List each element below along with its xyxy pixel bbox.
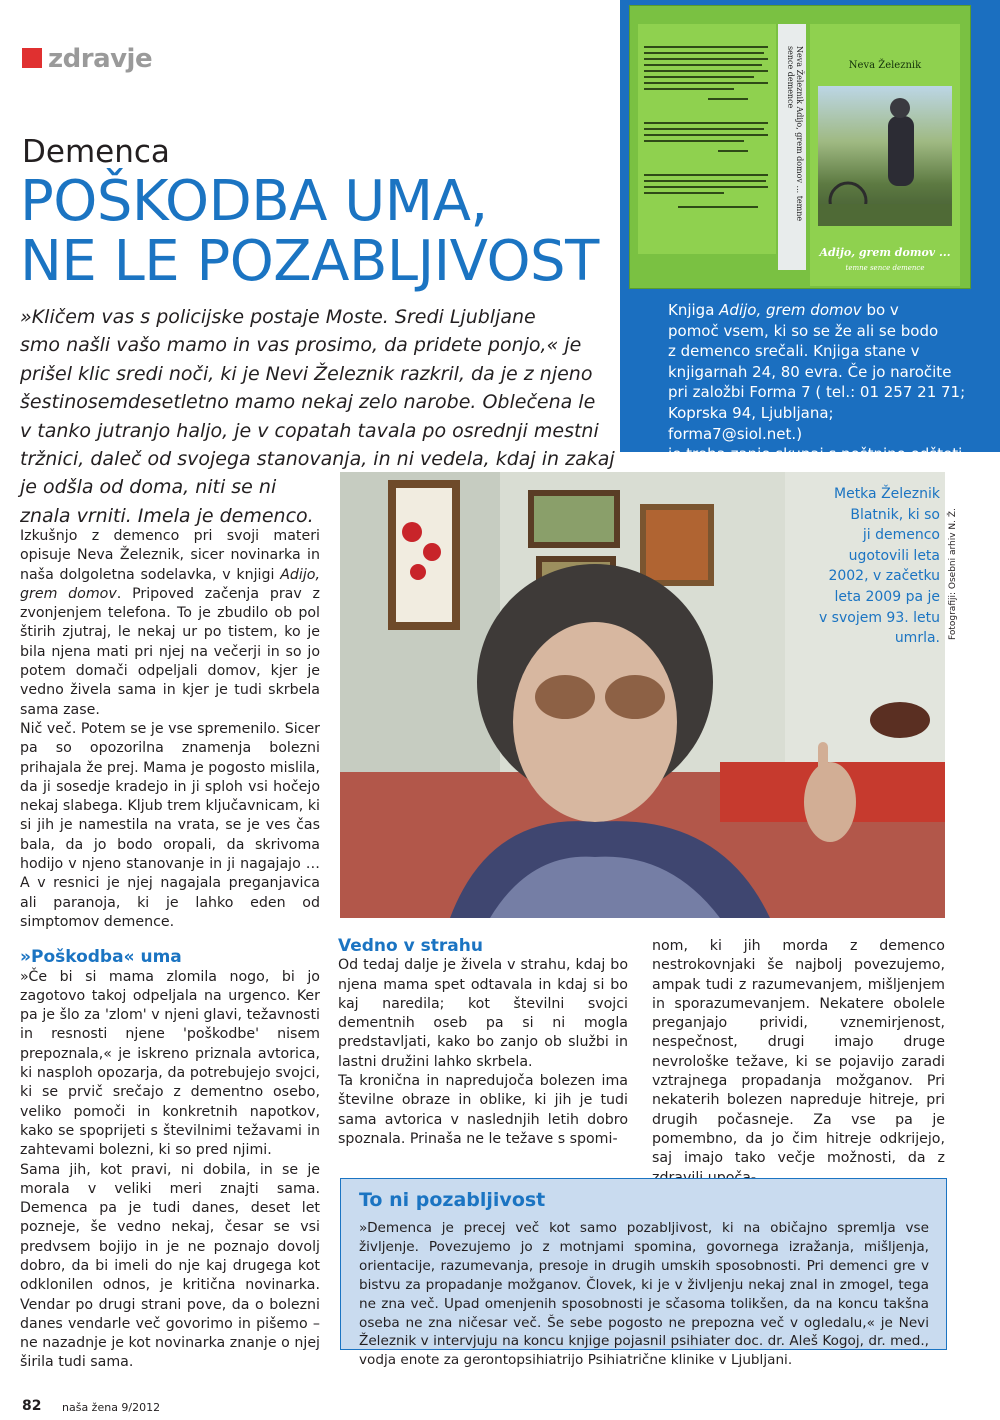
col1-subhead: »Poškodba« uma	[20, 947, 182, 968]
book-spine-text: Neva Železnik Adijo, grem domov ... temne sence demence	[786, 46, 804, 222]
book-cover-image	[630, 6, 970, 288]
column-3	[652, 937, 945, 1188]
col1-paragraph-3: »Če bi si mama zlomila nogo, bi jo zagotovo takoj odpeljala na urgenco. Ker pa je šlo za 'zlom' v njeni glavi, težavnosti in resnosti njene 'poškodbe' nisem prepoznala,« je iskreno priznala avtorica, ki nasploh opozarja, da potrebujejo svojci, ki se prvič srečajo z dementno osebo, veliko pomoči in konkretnih napotkov, kako se spoprijeti s številnimi težavami in zahtevami bolezni, ki so pred njimi.	[20, 968, 320, 1159]
col1-paragraph-4: Sama jih, kot pravi, ni dobila, in se je morala v veliki meri znajti sama. Demenca pa je tudi danes, deset let pozneje, še vedno nekaj, česar se vsi predvsem bojijo in je ne poznajo dovolj dobro, da bi imeli do nje kaj drugega kot odklonilen odnos, je kritična novinarka. Vendar po drugi strani pove, da o bolezni danes vendarle več govorimo in pišemo – ne nazadnje je kot novinarka znanje o njej širila tudi sama.	[20, 1161, 320, 1371]
book-title: Adijo, grem domov ...	[819, 246, 951, 259]
cover-photo-figure	[818, 86, 952, 226]
section-label: zdravje	[48, 44, 153, 74]
col3-paragraph-1: nom, ki jih morda z demenco nestrokovnjaki še najbolj povezujemo, ampak tudi z razumevanjem, mišljenjem in sporazumevanjem. Nekatere obolele preganjajo prividi, vznemirjenost, nespečnost, drugi imajo druge nevrološke težave, ki se pojavijo zaradi vztrajnega propadanja možganov. Pri nekaterih bolezen napreduje hitreje, pri drugih počasneje. Za vse pa je pomembno, da jo čim hitreje odkrijejo, saj imajo tako večje možnosti, da z	[652, 938, 945, 1167]
article-kicker: Demenca	[22, 134, 170, 170]
info-box-title: To ni pozabljivost	[359, 1189, 546, 1211]
col2-paragraph-2: Ta kronična in napredujoča bolezen ima številne obraze in oblike, ki jih je tudi sama avtorica v naslednjih letih dobro spoznala. Prinaša ne le težave s spomi-	[338, 1073, 628, 1147]
column-1	[20, 527, 320, 1373]
book-author: Neva Železnik	[848, 60, 922, 71]
col2-subhead: Vedno v strahu	[338, 936, 483, 956]
book-subtitle: temne sence demence	[845, 264, 925, 272]
section-marker	[22, 48, 42, 68]
book-info-text: Knjiga Adijo, grem domov bo v pomoč vsem, ki so se že ali se bodo z demenco srečali. Knjiga stane v knjigarnah 24, 80 evra. Če jo naročite pri založbi Forma 7 ( tel.: 01 257 21 71; Koprska 94, Ljubljana; forma7@siol.net.) je treba zanjo skupaj s poštnino odšteti	[668, 301, 966, 464]
article-headline: POŠKODBA UMA, NE LE POZABLJIVOST	[20, 169, 599, 294]
page-number: 82	[22, 1398, 42, 1414]
photo-caption: Metka Železnik Blatnik, ki so ji demenco ugotovili leta 2002, v začetku leta 2009 pa je v svojem 93. letu umrla.	[818, 486, 940, 647]
info-box	[340, 1178, 947, 1369]
magazine-issue: naša žena 9/2012	[62, 1401, 161, 1414]
col1-intro: Izkušnjo z demenco pri svoji materi opisuje Neva Železnik, sicer novinarka in naša dolgoletna sodelavka, v knjigi Adijo, grem domov. Pripoved začenja prav z zvonjenjem telefona. To je zbudilo ob pol štirih zjutraj, le nekaj ur po tistem, ko je bila njena mati pri njej na večerji in so jo potem domači odpeljali domov, kjer je vedno živela sama in kjer je tudi skrbela sama zase.	[20, 528, 320, 718]
column-2	[338, 937, 628, 1149]
info-box-text: »Demenca je precej več kot samo pozabljivost, ki na običajno spremlja vse življenje. Povezujemo jo z motnjami spomina, govornega izražanja, mišljenja, orientacije, razumevanja, presoje in drugih umskih sposobnosti. Pri demenci gre v bistvu za propadanje možganov. Človek, ki je v življenju nekaj znal in zmogel, tega ne zna več. Upad omenjenih sposobnosti je sčasoma tolikšen, da na koncu takšna oseba ne zna ničesar več. Še sebe pogosto ne prepozna več v ogledalu,« je Nevi Železnik v intervjuju na koncu knjige pojasnil psihiater doc. dr. Aleš Kogoj, dr. med., vodja enote za gerontopsihiatrijo Psihiatrične klinike v Ljubljani.	[359, 1220, 929, 1369]
book-front-cover	[810, 24, 960, 286]
col1-paragraph-2: Nič več. Potem se je vse spremenilo. Sicer pa so opozorilna znamenja bolezni prihajala že prej. Mama je pogosto mislila, da ji sosedje kradejo in ji sploh vsi hočejo nekaj slabega. Kljub trem ključavnicam, ki si jih je namestila na vrata, se je ves čas bala, da jo bodo oropali, da skrivoma hodijo v njeno stanovanje in ji nagajajo … A v resnici je njej nagajala preganjavica ali paranoja, ki je lahko eden od simptomov demence.	[20, 720, 320, 930]
article-lead: »Kličem vas s policijske postaje Moste. Sredi Ljubljane smo našli vašo mamo in vas prosimo, da pridete ponjo,« je prišel klic sredi noči, ki je Nevi Železnik razkril, da je z njeno šestinosemdesetletno mamo nekaj zelo narobe. Oblečena le v tanko jutranjo haljo, je v copatah tavala po osrednji mestni tržnici, daleč od svojega stanovanja, in ni vedela, kdaj in zakaj je odšla od doma, niti se ni znala vrniti. Imela je demenco.	[20, 306, 615, 527]
col2-paragraph-1: Od tedaj dalje je živela v strahu, kdaj bo njena mama spet odtavala in kdaj si bo kaj naredila; kot številni svojci dementnih oseb pa si ni mogla predstavljati, kako bo zanjo ob službi in lastni družini lahko skrbela.	[338, 957, 628, 1070]
photo-credit: Fotografiji: Osebni arhiv N. Ž.	[948, 508, 958, 640]
book-cover-photo	[818, 86, 952, 226]
